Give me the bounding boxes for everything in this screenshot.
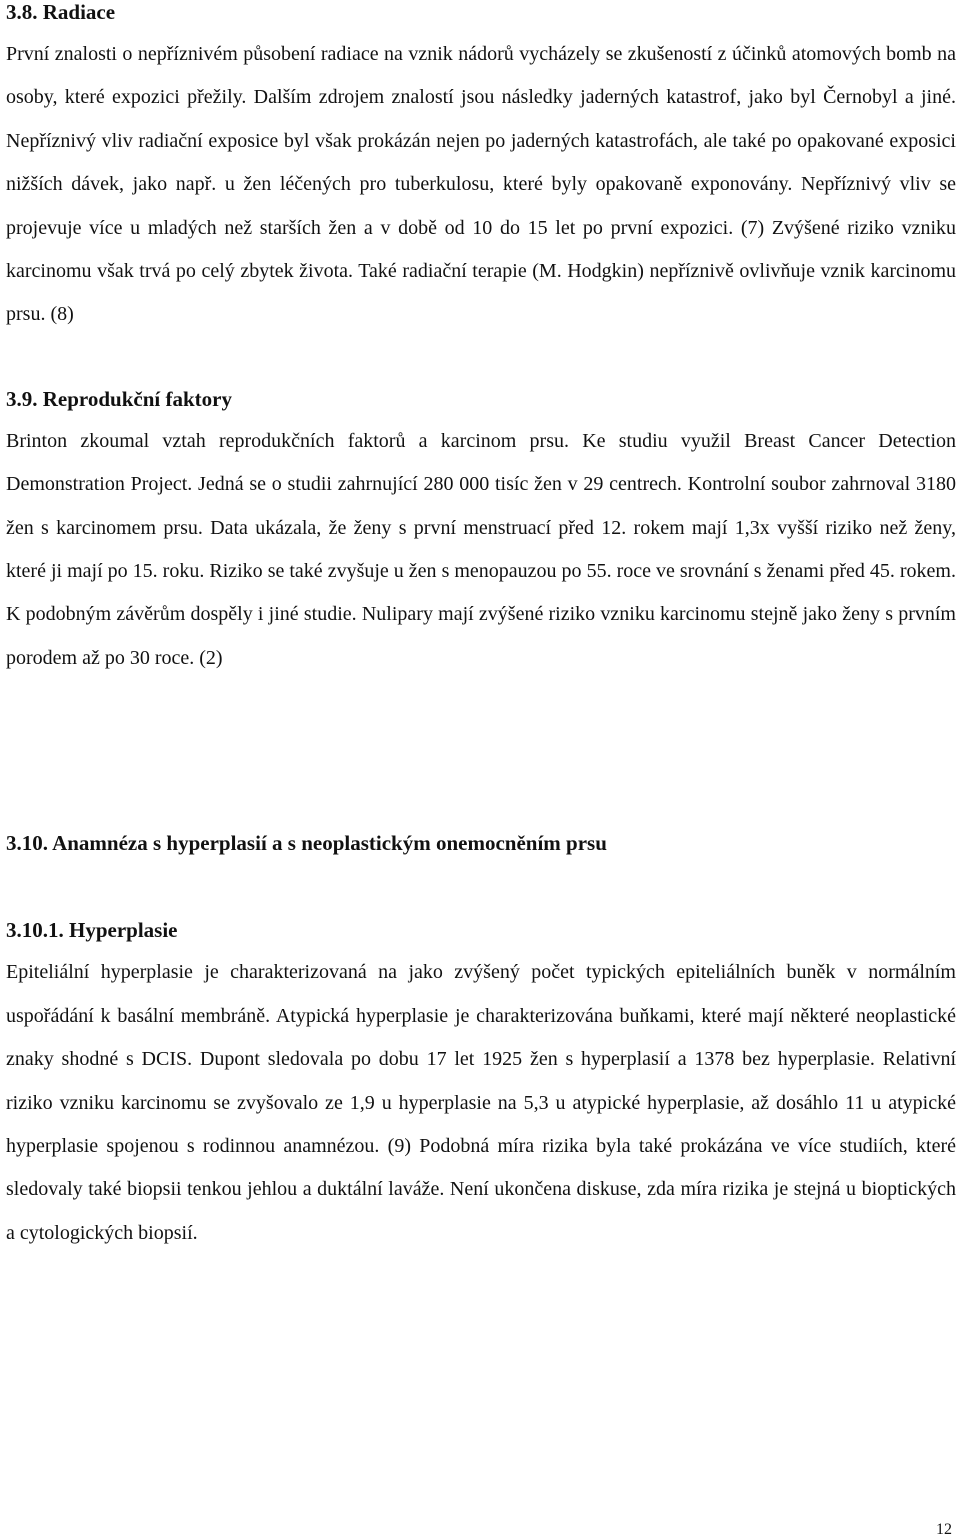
paragraph-hyperplasie: Epiteliální hyperplasie je charakterizovaná na jako zvýšený počet typických epiteliálních buněk v normálním uspořádání k basální membráně. Atypická hyperplasie je charakterizována buňkami, které mají některé neoplastické znaky shodné s DCIS. Dupont sledovala po dobu 17 let 1925 žen s hyperplasií a 1378 bez hyperplasie. Relativní riziko vzniku karcinomu se zvyšovalo ze 1,9 u hyperplasie na 5,3 u atypické hyperplasie, až dosáhlo 11 u atypické hyperplasie spojenou s rodinnou anamnézou. (9) Podobná míra rizika byla také prokázána ve více studiích, které sledovaly také biopsii tenkou jehlou a duktální laváže. Není ukončena diskuse, zda míra rizika je stejná u bioptických a cytologických biopsií. xyxy=(6,961,956,1244)
page-number: 12 xyxy=(936,1521,952,1538)
section-heading-anamneza: 3.10. Anamnéza s hyperplasií a s neoplastickým onemocněním prsu xyxy=(6,831,607,856)
section-heading-hyperplasie: 3.10.1. Hyperplasie xyxy=(6,918,178,943)
paragraph-reprodukcni-faktory: Brinton zkoumal vztah reprodukčních faktorů a karcinom prsu. Ke studiu využil Breast Cancer Detection Demonstration Project. Jedná se o studii zahrnující 280 000 tisíc žen v 29 centrech. Kontrolní soubor zahrnoval 3180 žen s karcinomem prsu. Data ukázala, že ženy s první menstruací před 12. rokem mají 1,3x vyšší riziko než ženy, které ji mají po 15. roku. Riziko se také zvyšuje u žen s menopauzou po 55. roce ve srovnání s ženami před 45. rokem. K podobným závěrům dospěly i jiné studie. Nulipary mají zvýšené riziko vzniku karcinomu stejně jako ženy s prvním porodem až po 30 roce. (2) xyxy=(6,429,956,669)
section-heading-reprodukcni-faktory: 3.9. Reprodukční faktory xyxy=(6,386,232,411)
document-page xyxy=(6,0,956,1255)
section-heading-radiace: 3.8. Radiace xyxy=(6,0,116,24)
paragraph-radiace: První znalosti o nepříznivém působení radiace na vznik nádorů vycházely se zkušeností z účinků atomových bomb na osoby, které expozici přežily. Dalším zdrojem znalostí jsou následky jaderných katastrof, jako byl Černobyl a jiné. Nepříznivý vliv radiační exposice byl však prokázán nejen po jaderných katastrofách, ale také po opakované exposici nižších dávek, jako např. u žen léčených pro tuberkulosu, které byly opakovaně exponovány. Nepříznivý vliv se projevuje více u mladých než starších žen a v době od 10 do 15 let po první expozici. (7) Zvýšené riziko vzniku karcinomu však trvá po celý zbytek života. Také radiační terapie (M. Hodgkin) nepříznivě ovlivňuje vznik karcinomu prsu. (8) xyxy=(6,43,956,326)
